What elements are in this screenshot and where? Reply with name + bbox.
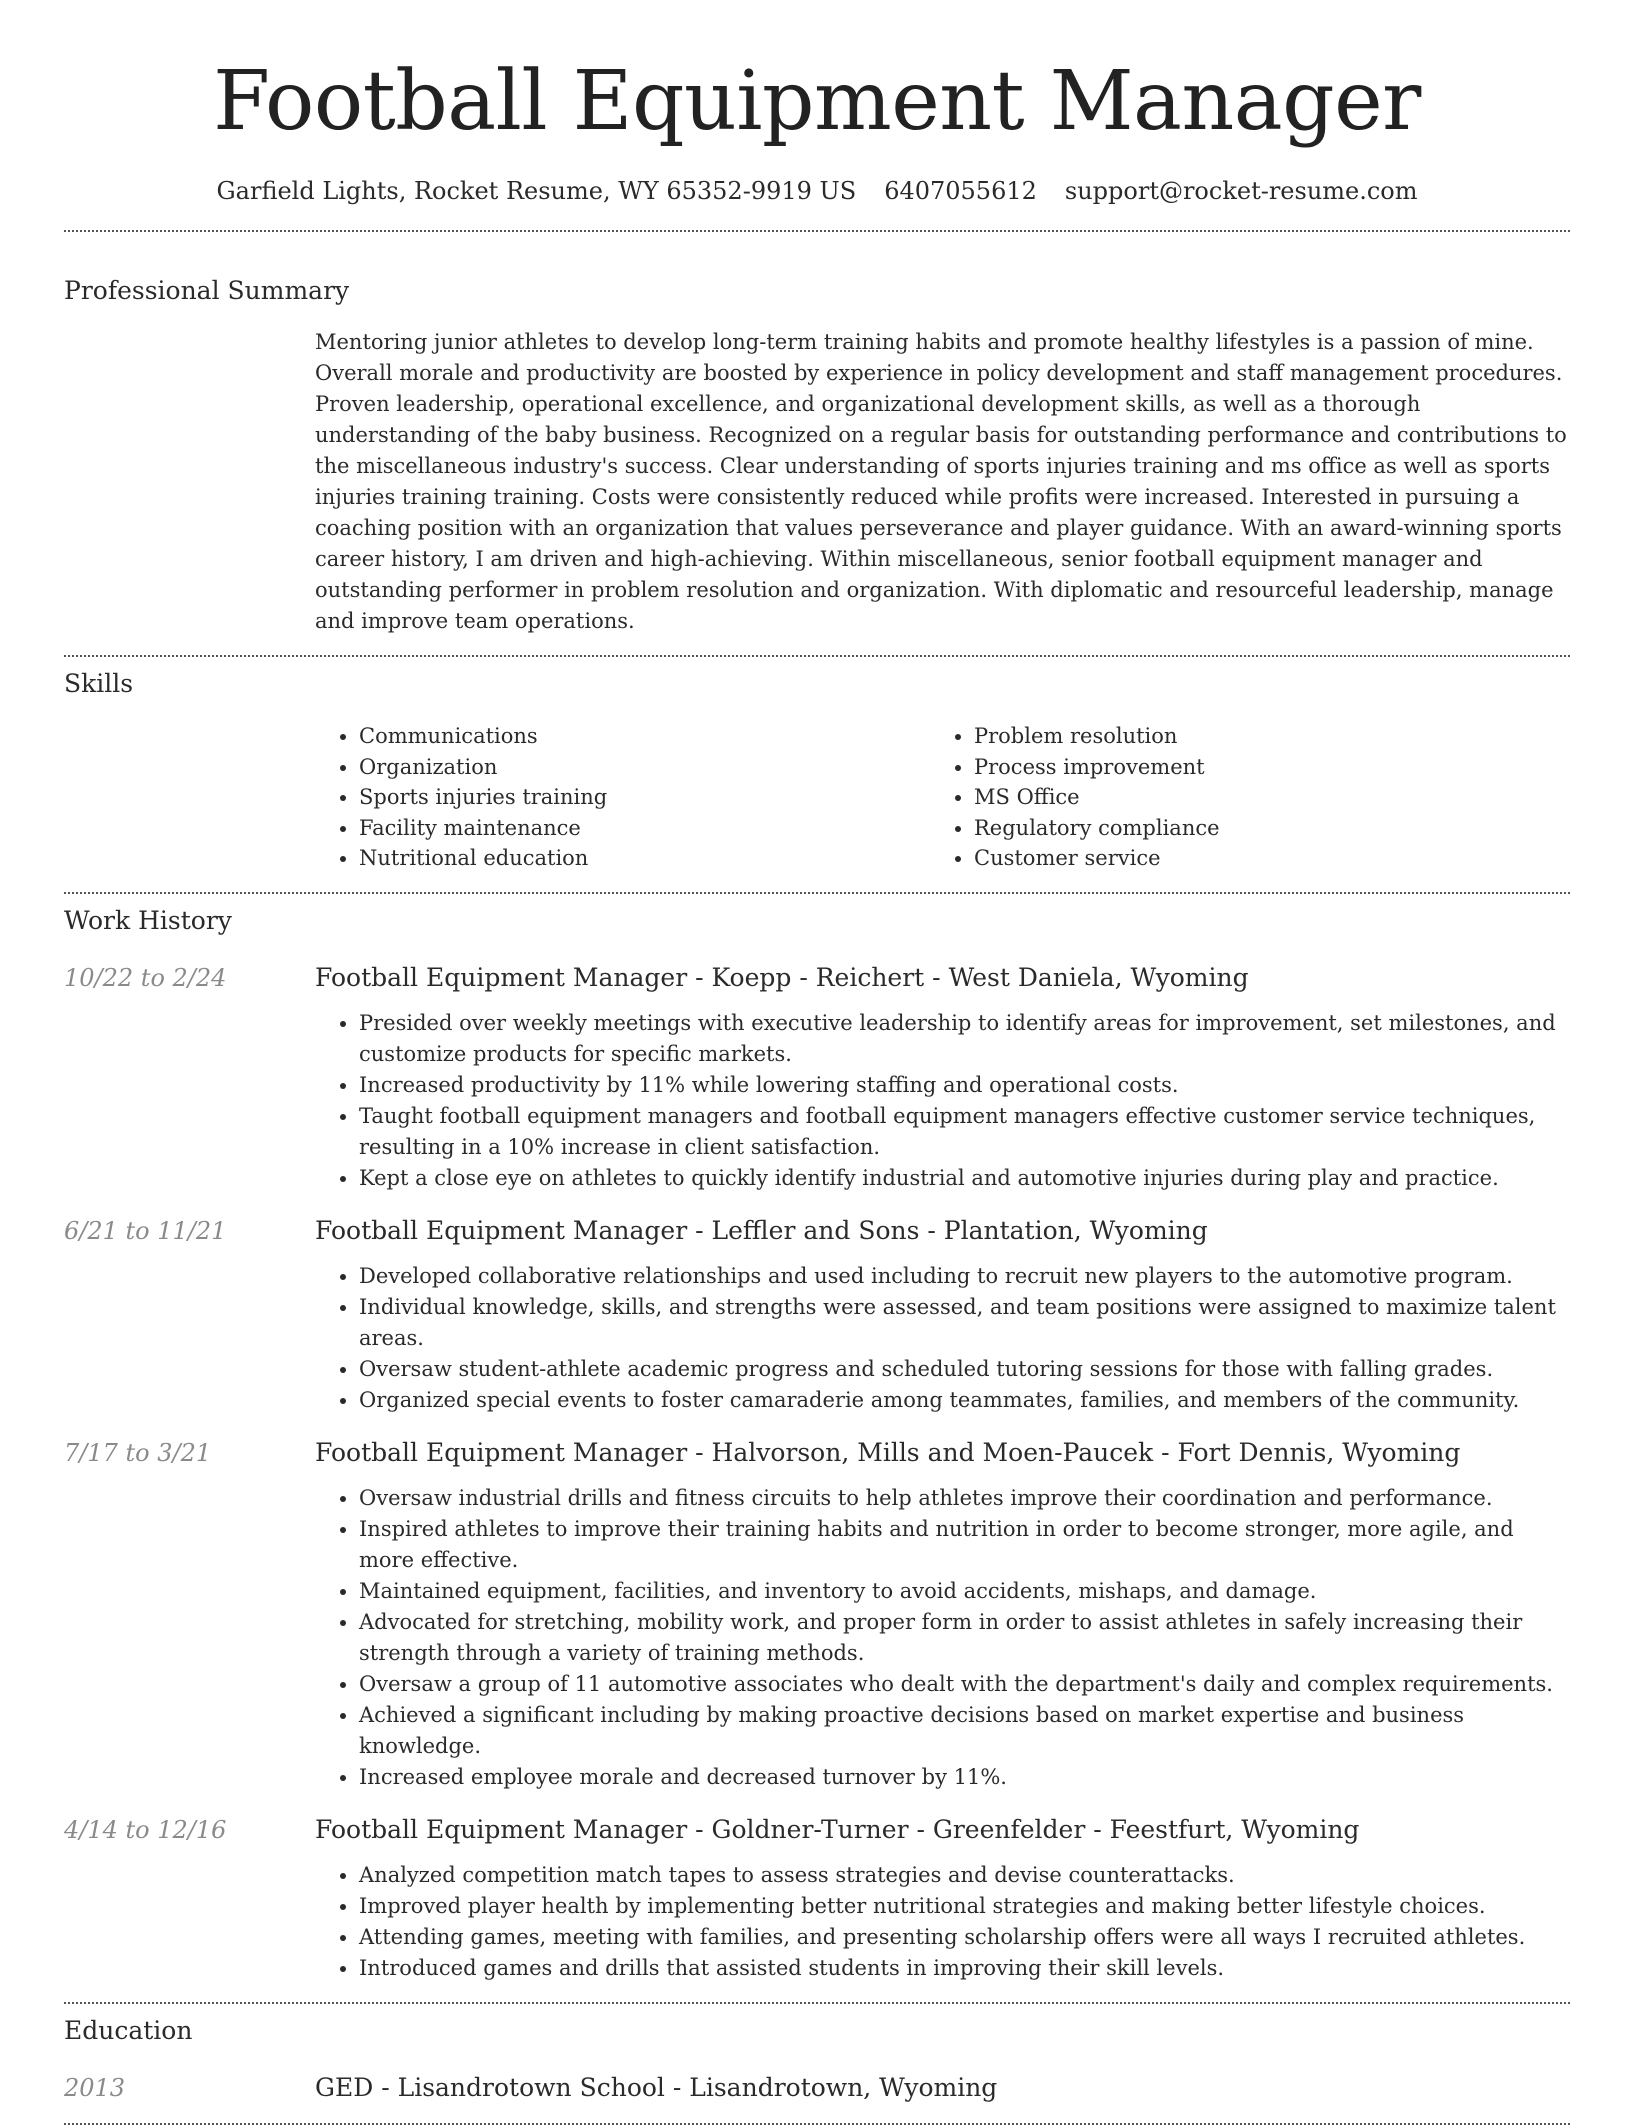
job-bullet: • Oversaw student-athlete academic progress and scheduled tutoring sessions for those with falling grades. <box>359 1354 1570 1385</box>
job-bullet: • Maintained equipment, facilities, and inventory to avoid accidents, mishaps, and damage. <box>359 1576 1570 1607</box>
job-bullets <box>315 1261 1570 1416</box>
contact-address: Garfield Lights, Rocket Resume, WY 65352-9919 US <box>216 177 857 205</box>
skills-list <box>315 721 1570 874</box>
job-dates: 10/22 to 2/24 <box>64 963 227 992</box>
job-entry <box>64 1436 1570 1793</box>
job-bullet: • Developed collaborative relationships and used including to recruit new players to the automotive program. <box>359 1261 1570 1292</box>
contact-phone: 6407055612 <box>884 177 1037 205</box>
job-title: Football Equipment Manager - Goldner-Turner - Greenfelder - Feestfurt, Wyoming <box>315 1814 1360 1844</box>
job-title: Football Equipment Manager - Koepp - Reichert - West Daniela, Wyoming <box>315 962 1249 992</box>
job-bullet: • Presided over weekly meetings with executive leadership to identify areas for improvement, set milestones, and customize products for specific markets. <box>359 1008 1570 1070</box>
job-bullet: • Achieved a significant including by making proactive decisions based on market expertise and business knowledge. <box>359 1700 1570 1762</box>
skill-item: • Regulatory compliance <box>974 813 1545 844</box>
education-entry <box>64 2071 1570 2105</box>
skills-column-left <box>315 721 930 874</box>
job-bullet: • Introduced games and drills that assisted students in improving their skill levels. <box>359 1953 1570 1984</box>
job-bullet: • Oversaw a group of 11 automotive associates who dealt with the department's daily and complex requirements. <box>359 1669 1570 1700</box>
skill-item: • Customer service <box>974 843 1545 874</box>
job-bullet: • Improved player health by implementing better nutritional strategies and making better lifestyle choices. <box>359 1891 1570 1922</box>
skill-item: • Process improvement <box>974 752 1545 783</box>
skill-item: • Problem resolution <box>974 721 1545 752</box>
contact-email: support@rocket-resume.com <box>1064 177 1418 205</box>
section-divider <box>64 2002 1570 2004</box>
job-bullet: • Attending games, meeting with families, and presenting scholarship offers were all ways I recruited athletes. <box>359 1922 1570 1953</box>
contact-line <box>64 174 1570 208</box>
section-divider <box>64 2123 1570 2125</box>
job-dates: 6/21 to 11/21 <box>64 1216 227 1245</box>
job-bullets <box>315 1860 1570 1984</box>
job-bullets <box>315 1483 1570 1793</box>
job-dates: 4/14 to 12/16 <box>64 1815 227 1844</box>
job-bullet: • Increased productivity by 11% while lowering staffing and operational costs. <box>359 1070 1570 1101</box>
job-entry <box>64 1214 1570 1416</box>
skill-item: • Communications <box>359 721 930 752</box>
section-divider <box>64 655 1570 657</box>
skill-item: • Facility maintenance <box>359 813 930 844</box>
page-title: Football Equipment Manager <box>213 54 1421 149</box>
skills-heading: Skills <box>64 669 134 698</box>
job-bullets <box>315 1008 1570 1194</box>
job-bullet: • Increased employee morale and decreased turnover by 11%. <box>359 1762 1570 1793</box>
skill-item: • MS Office <box>974 782 1545 813</box>
job-entry <box>64 961 1570 1194</box>
section-divider <box>64 230 1570 232</box>
summary-text: Mentoring junior athletes to develop long-term training habits and promote healthy lifestyles is a passion of mine. Overall morale and productivity are boosted by experience in policy development and staff management procedures. Proven leadership, operational excellence, and organizational development skills, as well as a thorough understanding of the baby business. Recognized on a regular basis for outstanding performance and contributions to the miscellaneous industry's success. Clear understanding of sports injuries training and ms office as well as sports injuries training training. Costs were consistently reduced while profits were increased. Interested in pursuing a coaching position with an organization that values perseverance and player guidance. With an award-winning sports career history, I am driven and high-achieving. Within miscellaneous, senior football equipment manager and outstanding performer in problem resolution and organization. With diplomatic and resourceful leadership, manage and improve team operations. <box>315 330 1567 633</box>
job-bullet: • Inspired athletes to improve their training habits and nutrition in order to become stronger, more agile, and more effective. <box>359 1514 1570 1576</box>
work-heading: Work History <box>64 905 232 935</box>
skill-item: • Organization <box>359 752 930 783</box>
education-year: 2013 <box>64 2073 126 2102</box>
section-divider <box>64 892 1570 894</box>
job-bullet: • Analyzed competition match tapes to assess strategies and devise counterattacks. <box>359 1860 1570 1891</box>
job-entry <box>64 1813 1570 1984</box>
skill-item: • Nutritional education <box>359 843 930 874</box>
summary-heading: Professional Summary <box>64 276 350 305</box>
job-title: Football Equipment Manager - Halvorson, Mills and Moen-Paucek - Fort Dennis, Wyoming <box>315 1437 1461 1467</box>
job-bullet: • Kept a close eye on athletes to quickly identify industrial and automotive injuries during play and practice. <box>359 1163 1570 1194</box>
resume-page <box>64 0 1570 2125</box>
skill-item: • Sports injuries training <box>359 782 930 813</box>
job-bullet: • Oversaw industrial drills and fitness circuits to help athletes improve their coordination and performance. <box>359 1483 1570 1514</box>
job-dates: 7/17 to 3/21 <box>64 1438 212 1467</box>
education-heading: Education <box>64 2015 193 2045</box>
job-title: Football Equipment Manager - Leffler and Sons - Plantation, Wyoming <box>315 1215 1208 1245</box>
skills-column-right <box>930 721 1545 874</box>
job-bullet: • Advocated for stretching, mobility work, and proper form in order to assist athletes in safely increasing their strength through a variety of training methods. <box>359 1607 1570 1669</box>
job-bullet: • Taught football equipment managers and football equipment managers effective customer service techniques, resulting in a 10% increase in client satisfaction. <box>359 1101 1570 1163</box>
job-bullet: • Organized special events to foster camaraderie among teammates, families, and members of the community. <box>359 1385 1570 1416</box>
education-detail: GED - Lisandrotown School - Lisandrotown, Wyoming <box>315 2072 998 2102</box>
job-bullet: • Individual knowledge, skills, and strengths were assessed, and team positions were assigned to maximize talent areas. <box>359 1292 1570 1354</box>
